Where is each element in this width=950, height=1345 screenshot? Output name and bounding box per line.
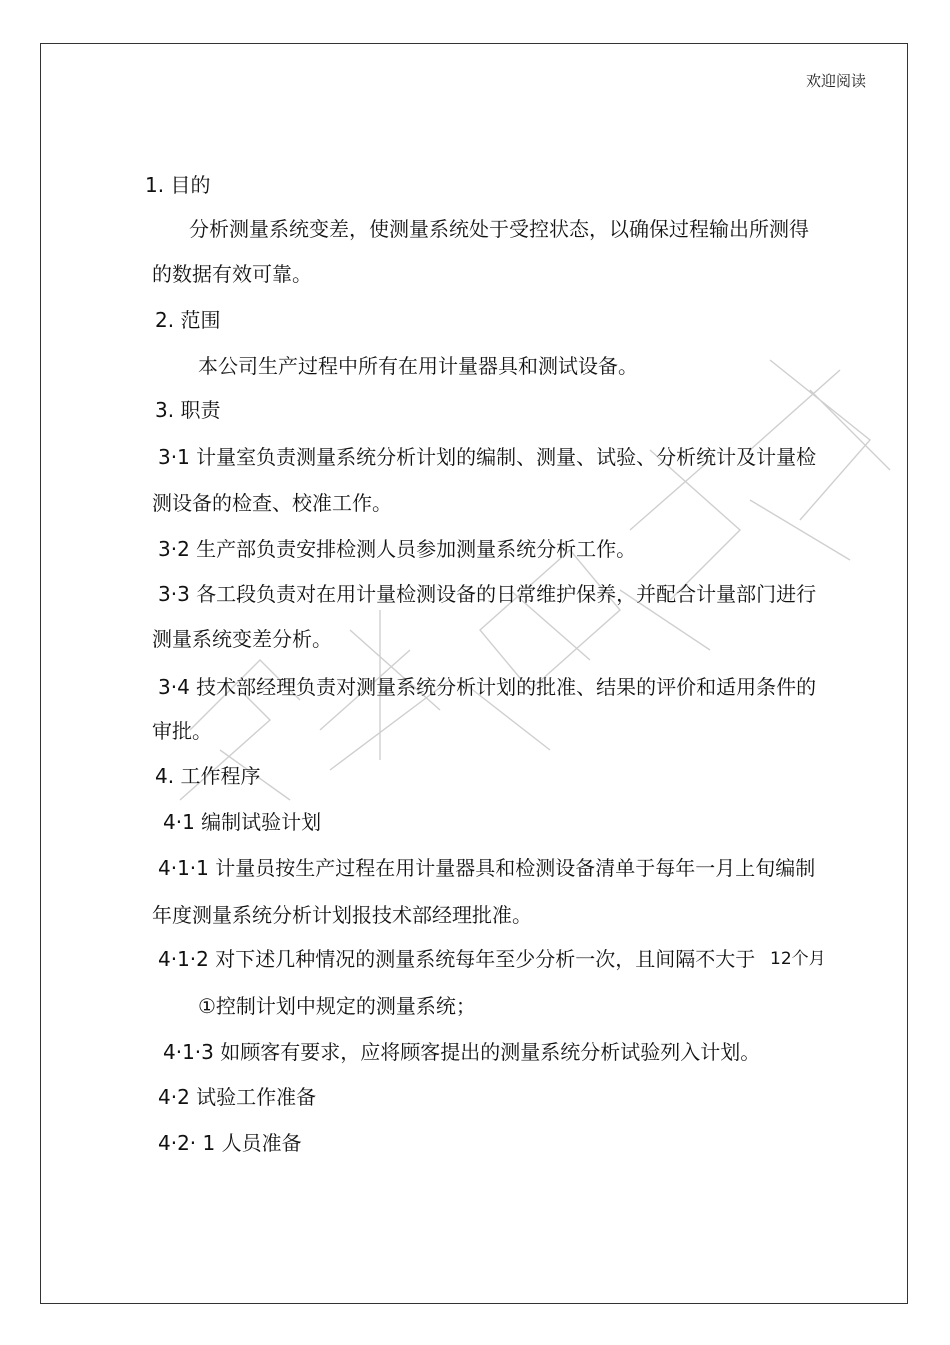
paragraph-line: 4·1·3 如顾客有要求，应将顾客提出的测量系统分析试验列入计划。 xyxy=(163,1040,761,1064)
paragraph-line: 4·2· 1 人员准备 xyxy=(158,1131,302,1155)
paragraph-line: 3·3 各工段负责对在用计量检测设备的日常维护保养，并配合计量部门进行 xyxy=(158,582,817,606)
paragraph-line: 4·2 试验工作准备 xyxy=(158,1085,317,1109)
paragraph-line: 本公司生产过程中所有在用计量器具和测试设备。 xyxy=(198,354,638,378)
section-2-title: 2. 范围 xyxy=(155,308,221,332)
paragraph-line: 3·4 技术部经理负责对测量系统分析计划的批准、结果的评价和适用条件的 xyxy=(158,675,817,699)
paragraph-line: 年度测量系统分析计划报技术部经理批准。 xyxy=(152,903,532,927)
paragraph-line: 3·2 生产部负责安排检测人员参加测量系统分析工作。 xyxy=(158,537,637,561)
paragraph-line: 测设备的检查、校准工作。 xyxy=(152,491,392,515)
paragraph-line: 4·1·2 对下述几种情况的测量系统每年至少分析一次，且间隔不大于 xyxy=(158,947,756,971)
section-3-title: 3. 职责 xyxy=(155,398,221,422)
paragraph-line: 3·1 计量室负责测量系统分析计划的编制、测量、试验、分析统计及计量检 xyxy=(158,445,817,469)
paragraph-line: 测量系统变差分析。 xyxy=(152,627,332,651)
paragraph-line: 的数据有效可靠。 xyxy=(152,262,312,286)
paragraph-line: ①控制计划中规定的测量系统； xyxy=(198,994,476,1018)
section-1-title: 1. 目的 xyxy=(145,173,211,197)
header-note: 欢迎阅读 xyxy=(806,72,867,90)
paragraph-line: 审批。 xyxy=(152,719,212,743)
paragraph-line: 分析测量系统变差，使测量系统处于受控状态，以确保过程输出所测得 xyxy=(189,217,809,241)
section-4-title: 4. 工作程序 xyxy=(155,764,261,788)
overlap-text: 12个月 xyxy=(770,949,826,969)
paragraph-line: 4·1·1 计量员按生产过程在用计量器具和检测设备清单于每年一月上旬编制 xyxy=(158,856,816,880)
paragraph-line: 4·1 编制试验计划 xyxy=(163,810,322,834)
